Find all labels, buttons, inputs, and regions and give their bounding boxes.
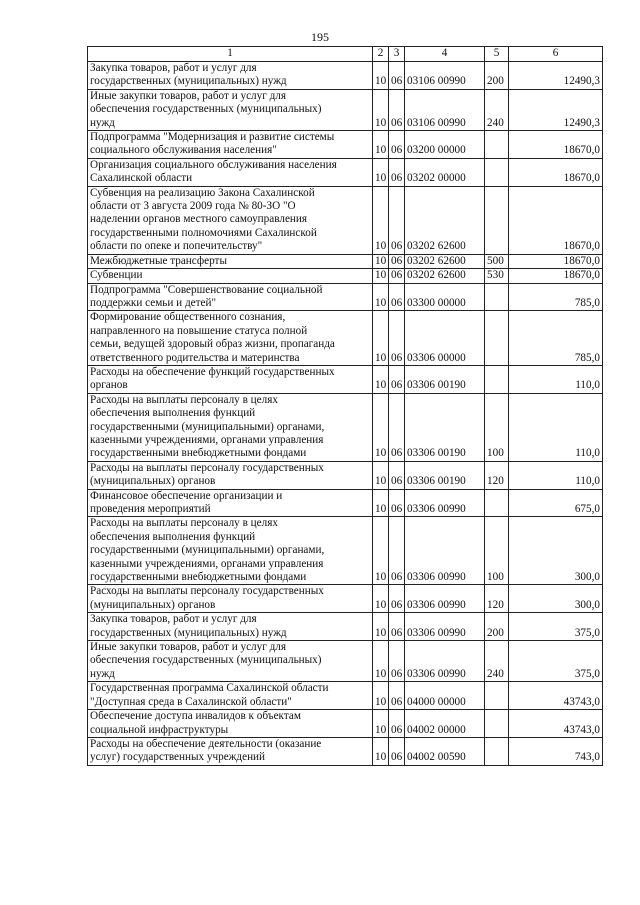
row-name-cell: Иные закупки товаров, работ и услуг для обеспечения государственных (муниципальных) нужд <box>88 89 373 130</box>
row-section-cell: 10 <box>373 710 389 738</box>
row-amount-cell: 43743,0 <box>509 710 603 738</box>
row-amount-cell: 12490,3 <box>509 62 603 90</box>
row-section-cell: 10 <box>373 62 389 90</box>
row-amount-cell: 43743,0 <box>509 682 603 710</box>
row-target-code-cell: 03202 00000 <box>405 158 485 186</box>
row-amount-cell: 18670,0 <box>509 131 603 159</box>
row-target-code-cell: 03306 00990 <box>405 585 485 613</box>
row-subsection-cell: 06 <box>389 461 405 489</box>
row-section-cell: 10 <box>373 365 389 393</box>
row-target-code-cell: 03106 00990 <box>405 62 485 90</box>
row-subsection-cell: 06 <box>389 158 405 186</box>
row-target-code-cell: 03306 00000 <box>405 311 485 366</box>
row-name-cell: Государственная программа Сахалинской области "Доступная среда в Сахалинской области" <box>88 682 373 710</box>
row-subsection-cell: 06 <box>389 641 405 682</box>
row-target-code-cell: 03306 00190 <box>405 393 485 461</box>
row-subsection-cell: 06 <box>389 710 405 738</box>
row-target-code-cell: 03306 00990 <box>405 613 485 641</box>
table-row <box>88 269 603 283</box>
row-amount-cell: 785,0 <box>509 311 603 366</box>
row-amount-cell: 375,0 <box>509 641 603 682</box>
row-expense-type-cell: 200 <box>485 613 509 641</box>
row-name-cell: Обеспечение доступа инвалидов к объектам социальной инфраструктуры <box>88 710 373 738</box>
header-cell: 1 <box>88 47 373 62</box>
row-section-cell: 10 <box>373 89 389 130</box>
row-target-code-cell: 03300 00000 <box>405 283 485 311</box>
row-section-cell: 10 <box>373 585 389 613</box>
row-subsection-cell: 06 <box>389 131 405 159</box>
page-number: 195 <box>311 30 329 44</box>
table-row <box>88 131 603 159</box>
row-expense-type-cell <box>485 710 509 738</box>
table-row <box>88 517 603 585</box>
row-subsection-cell: 06 <box>389 517 405 585</box>
row-section-cell: 10 <box>373 283 389 311</box>
row-amount-cell: 300,0 <box>509 517 603 585</box>
row-amount-cell: 18670,0 <box>509 158 603 186</box>
row-name-cell: Субвенции <box>88 269 373 283</box>
row-amount-cell: 18670,0 <box>509 269 603 283</box>
row-name-cell: Формирование общественного сознания, направленного на повышение статуса полной семьи, ведущей здоровый образ жизни, пропаганда ответственного родительства и материнства <box>88 311 373 366</box>
row-amount-cell: 18670,0 <box>509 254 603 268</box>
row-name-cell: Организация социального обслуживания населения Сахалинской области <box>88 158 373 186</box>
row-expense-type-cell <box>485 365 509 393</box>
row-expense-type-cell: 200 <box>485 62 509 90</box>
row-target-code-cell: 04000 00000 <box>405 682 485 710</box>
row-section-cell: 10 <box>373 489 389 517</box>
row-subsection-cell: 06 <box>389 393 405 461</box>
header-cell: 3 <box>389 47 405 62</box>
row-amount-cell: 12490,3 <box>509 89 603 130</box>
row-section-cell: 10 <box>373 517 389 585</box>
row-section-cell: 10 <box>373 158 389 186</box>
row-subsection-cell: 06 <box>389 613 405 641</box>
row-expense-type-cell: 120 <box>485 585 509 613</box>
row-section-cell: 10 <box>373 393 389 461</box>
row-name-cell: Расходы на выплаты персоналу в целях обеспечения выполнения функций государственными (муниципальными) органами, казенными учреждениями, органами управления государственными внебюджетными фондами <box>88 517 373 585</box>
row-expense-type-cell <box>485 489 509 517</box>
row-expense-type-cell: 100 <box>485 393 509 461</box>
row-target-code-cell: 03306 00190 <box>405 365 485 393</box>
header-cell: 5 <box>485 47 509 62</box>
row-section-cell: 10 <box>373 613 389 641</box>
row-amount-cell: 675,0 <box>509 489 603 517</box>
row-subsection-cell: 06 <box>389 311 405 366</box>
row-amount-cell: 743,0 <box>509 737 603 765</box>
table-row <box>88 682 603 710</box>
table-row <box>88 365 603 393</box>
row-amount-cell: 18670,0 <box>509 186 603 254</box>
row-target-code-cell: 03306 00990 <box>405 641 485 682</box>
table-row <box>88 737 603 765</box>
row-name-cell: Финансовое обеспечение организации и проведения мероприятий <box>88 489 373 517</box>
row-section-cell: 10 <box>373 641 389 682</box>
table-row <box>88 489 603 517</box>
row-name-cell: Расходы на выплаты персоналу в целях обеспечения выполнения функций государственными (муниципальными) органами, казенными учреждениями, органами управления государственными внебюджетными фондами <box>88 393 373 461</box>
row-expense-type-cell: 100 <box>485 517 509 585</box>
row-name-cell: Расходы на выплаты персоналу государственных (муниципальных) органов <box>88 585 373 613</box>
row-target-code-cell: 03306 00990 <box>405 489 485 517</box>
row-section-cell: 10 <box>373 186 389 254</box>
table-row <box>88 283 603 311</box>
row-name-cell: Иные закупки товаров, работ и услуг для обеспечения государственных (муниципальных) нужд <box>88 641 373 682</box>
row-target-code-cell: 04002 00590 <box>405 737 485 765</box>
row-expense-type-cell <box>485 186 509 254</box>
row-section-cell: 10 <box>373 254 389 268</box>
row-section-cell: 10 <box>373 737 389 765</box>
row-target-code-cell: 03306 00190 <box>405 461 485 489</box>
table-row <box>88 585 603 613</box>
row-name-cell: Подпрограмма "Совершенствование социальной поддержки семьи и детей" <box>88 283 373 311</box>
row-target-code-cell: 04002 00000 <box>405 710 485 738</box>
row-target-code-cell: 03306 00990 <box>405 517 485 585</box>
row-subsection-cell: 06 <box>389 62 405 90</box>
row-name-cell: Субвенция на реализацию Закона Сахалинской области от 3 августа 2009 года № 80-ЗО "О наделении органов местного самоуправления государственными полномочиями Сахалинской области по опеке и попечительству" <box>88 186 373 254</box>
table-row <box>88 393 603 461</box>
table-row <box>88 158 603 186</box>
row-subsection-cell: 06 <box>389 682 405 710</box>
row-section-cell: 10 <box>373 131 389 159</box>
table-row <box>88 641 603 682</box>
row-expense-type-cell: 240 <box>485 641 509 682</box>
row-subsection-cell: 06 <box>389 365 405 393</box>
row-name-cell: Закупка товаров, работ и услуг для государственных (муниципальных) нужд <box>88 613 373 641</box>
row-section-cell: 10 <box>373 682 389 710</box>
row-name-cell: Расходы на выплаты персоналу государственных (муниципальных) органов <box>88 461 373 489</box>
row-target-code-cell: 03202 62600 <box>405 254 485 268</box>
table-row <box>88 89 603 130</box>
row-expense-type-cell <box>485 283 509 311</box>
header-cell: 6 <box>509 47 603 62</box>
row-target-code-cell: 03202 62600 <box>405 269 485 283</box>
table-row <box>88 311 603 366</box>
row-subsection-cell: 06 <box>389 737 405 765</box>
row-amount-cell: 785,0 <box>509 283 603 311</box>
row-expense-type-cell <box>485 682 509 710</box>
row-subsection-cell: 06 <box>389 254 405 268</box>
row-name-cell: Расходы на обеспечение функций государственных органов <box>88 365 373 393</box>
row-section-cell: 10 <box>373 269 389 283</box>
row-expense-type-cell <box>485 131 509 159</box>
row-target-code-cell: 03200 00000 <box>405 131 485 159</box>
row-name-cell: Подпрограмма "Модернизация и развитие системы социального обслуживания населения" <box>88 131 373 159</box>
row-amount-cell: 110,0 <box>509 461 603 489</box>
row-subsection-cell: 06 <box>389 283 405 311</box>
row-amount-cell: 375,0 <box>509 613 603 641</box>
table-row <box>88 62 603 90</box>
header-cell: 2 <box>373 47 389 62</box>
row-amount-cell: 110,0 <box>509 365 603 393</box>
row-subsection-cell: 06 <box>389 585 405 613</box>
table-row <box>88 613 603 641</box>
row-expense-type-cell <box>485 737 509 765</box>
row-subsection-cell: 06 <box>389 269 405 283</box>
budget-table <box>87 46 603 766</box>
table-row <box>88 461 603 489</box>
row-subsection-cell: 06 <box>389 89 405 130</box>
table-row <box>88 710 603 738</box>
row-amount-cell: 110,0 <box>509 393 603 461</box>
row-section-cell: 10 <box>373 311 389 366</box>
row-expense-type-cell: 120 <box>485 461 509 489</box>
row-target-code-cell: 03202 62600 <box>405 186 485 254</box>
row-name-cell: Расходы на обеспечение деятельности (оказание услуг) государственных учреждений <box>88 737 373 765</box>
row-target-code-cell: 03106 00990 <box>405 89 485 130</box>
row-subsection-cell: 06 <box>389 186 405 254</box>
row-section-cell: 10 <box>373 461 389 489</box>
table-row <box>88 186 603 254</box>
row-expense-type-cell: 500 <box>485 254 509 268</box>
row-subsection-cell: 06 <box>389 489 405 517</box>
row-name-cell: Межбюджетные трансферты <box>88 254 373 268</box>
header-cell: 4 <box>405 47 485 62</box>
row-expense-type-cell: 530 <box>485 269 509 283</box>
table-header-row <box>88 47 603 62</box>
row-name-cell: Закупка товаров, работ и услуг для государственных (муниципальных) нужд <box>88 62 373 90</box>
row-expense-type-cell: 240 <box>485 89 509 130</box>
table-row <box>88 254 603 268</box>
row-expense-type-cell <box>485 158 509 186</box>
row-expense-type-cell <box>485 311 509 366</box>
row-amount-cell: 300,0 <box>509 585 603 613</box>
